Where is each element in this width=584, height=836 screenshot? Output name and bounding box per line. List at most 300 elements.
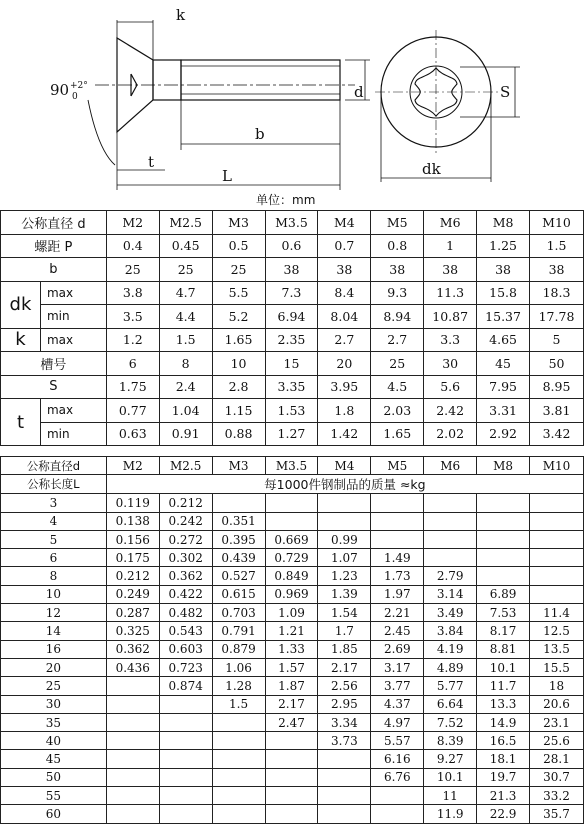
mass-cell: [424, 530, 477, 548]
table-row: [1, 713, 584, 731]
value-cell: 1.53: [265, 399, 318, 423]
mass-cell: 8.81: [477, 640, 530, 658]
value-cell: 1.65: [212, 328, 265, 352]
mass-cell: 0.351: [212, 512, 265, 530]
table-row: [1, 805, 584, 823]
value-cell: 1.8: [318, 399, 371, 423]
mass-cell: [212, 750, 265, 768]
mass-cell: 0.272: [159, 530, 212, 548]
t-min-row: [1, 422, 584, 446]
size-header: M2.5: [159, 211, 212, 235]
value-cell: 10.87: [424, 305, 477, 329]
mass-cell: [530, 494, 584, 512]
mass-cell: [212, 494, 265, 512]
t-max-row: [1, 399, 584, 423]
value-cell: 4.7: [159, 281, 212, 305]
value-cell: 5.5: [212, 281, 265, 305]
table-row: [1, 512, 584, 530]
angle-sub: 0: [72, 92, 78, 102]
mass-cell: 11.9: [424, 805, 477, 823]
value-cell: 3.95: [318, 375, 371, 399]
value-cell: 1.5: [159, 328, 212, 352]
mass-cell: 1.28: [212, 677, 265, 695]
mass-cell: [371, 805, 424, 823]
mass-cell: [159, 750, 212, 768]
mass-cell: 10.1: [477, 658, 530, 676]
mass-cell: 3.73: [318, 732, 371, 750]
mass-cell: 0.325: [106, 622, 159, 640]
mass-cell: 0.287: [106, 604, 159, 622]
mass-cell: [106, 732, 159, 750]
value-cell: 2.92: [477, 422, 530, 446]
mass-cell: [265, 512, 318, 530]
table-row: [1, 695, 584, 713]
mass-cell: 13.3: [477, 695, 530, 713]
mass-cell: [318, 494, 371, 512]
mass-cell: [159, 732, 212, 750]
length-cell: 25: [1, 677, 107, 695]
mass-cell: 7.53: [477, 604, 530, 622]
spec-table: [0, 210, 584, 446]
mass-cell: 0.138: [106, 512, 159, 530]
value-cell: 5: [530, 328, 584, 352]
mass-cell: [477, 494, 530, 512]
mass-cell: 0.436: [106, 658, 159, 676]
value-cell: 0.4: [106, 234, 159, 258]
mass-cell: [424, 512, 477, 530]
mass-cell: 4.19: [424, 640, 477, 658]
size-header: M5: [371, 211, 424, 235]
mass-cell: [318, 768, 371, 786]
value-cell: 1.65: [371, 422, 424, 446]
mass-cell: 4.37: [371, 695, 424, 713]
mass-cell: 11.4: [530, 604, 584, 622]
pitch-label: 螺距 P: [1, 234, 107, 258]
value-cell: 50: [530, 352, 584, 376]
value-cell: 1.25: [477, 234, 530, 258]
mass-cell: 3.84: [424, 622, 477, 640]
length-cell: 30: [1, 695, 107, 713]
mass-cell: 1.87: [265, 677, 318, 695]
value-cell: 11.3: [424, 281, 477, 305]
value-cell: 3.42: [530, 422, 584, 446]
table-row: [1, 732, 584, 750]
mass-cell: 6.89: [477, 585, 530, 603]
mass-cell: 0.249: [106, 585, 159, 603]
mass-cell: 18.1: [477, 750, 530, 768]
value-cell: 4.5: [371, 375, 424, 399]
mass-cell: 6.16: [371, 750, 424, 768]
table-row: [1, 604, 584, 622]
value-cell: 0.91: [159, 422, 212, 446]
mass-cell: 0.422: [159, 585, 212, 603]
value-cell: 15.37: [477, 305, 530, 329]
value-cell: 8.4: [318, 281, 371, 305]
size-header: M10: [530, 457, 584, 475]
value-cell: 15: [265, 352, 318, 376]
screw-drawing: [0, 0, 584, 212]
mass-cell: 0.119: [106, 494, 159, 512]
mass-cell: [265, 768, 318, 786]
mass-cell: 4.97: [371, 713, 424, 731]
value-cell: 2.02: [424, 422, 477, 446]
mass-cell: 0.156: [106, 530, 159, 548]
value-cell: 6.94: [265, 305, 318, 329]
value-cell: 8: [159, 352, 212, 376]
table-row: [1, 640, 584, 658]
size-header: M5: [371, 457, 424, 475]
mass-cell: 0.969: [265, 585, 318, 603]
length-cell: 5: [1, 530, 107, 548]
mass-cell: [371, 787, 424, 805]
value-cell: 45: [477, 352, 530, 376]
mass-cell: 15.5: [530, 658, 584, 676]
mass-cell: [371, 494, 424, 512]
value-cell: 8.04: [318, 305, 371, 329]
mass-cell: 19.7: [477, 768, 530, 786]
mass-header-row: [1, 457, 584, 475]
value-cell: 38: [265, 258, 318, 282]
b-row: [1, 258, 584, 282]
mass-cell: 11: [424, 787, 477, 805]
mass-cell: 33.2: [530, 787, 584, 805]
mass-cell: 6.64: [424, 695, 477, 713]
mass-cell: 6.76: [371, 768, 424, 786]
angle-sup: +2°: [70, 81, 88, 91]
mass-cell: 1.09: [265, 604, 318, 622]
mass-cell: 0.729: [265, 549, 318, 567]
k-max-label: max: [40, 328, 106, 352]
dk-max-row: [1, 281, 584, 305]
size-header: M4: [318, 211, 371, 235]
mass-cell: [477, 530, 530, 548]
value-cell: 1.15: [212, 399, 265, 423]
value-cell: 1.42: [318, 422, 371, 446]
table-row: [1, 677, 584, 695]
mass-cell: [265, 787, 318, 805]
value-cell: 1: [424, 234, 477, 258]
value-cell: 25: [159, 258, 212, 282]
mass-cell: 3.77: [371, 677, 424, 695]
mass-cell: [477, 549, 530, 567]
b-label: b: [1, 258, 107, 282]
mass-cell: 0.362: [106, 640, 159, 658]
size-header: M3.5: [265, 457, 318, 475]
mass-cell: [159, 787, 212, 805]
mass-cell: 3.17: [371, 658, 424, 676]
value-cell: 38: [424, 258, 477, 282]
mass-cell: 0.874: [159, 677, 212, 695]
mass-cell: [530, 567, 584, 585]
length-cell: 10: [1, 585, 107, 603]
slot-row: [1, 352, 584, 376]
mass-cell: 1.21: [265, 622, 318, 640]
mass-note: 每1000件钢制品的质量 ≈kg: [106, 475, 583, 494]
value-cell: 38: [530, 258, 584, 282]
pitch-row: [1, 234, 584, 258]
value-cell: 2.4: [159, 375, 212, 399]
length-cell: 12: [1, 604, 107, 622]
size-header: M3: [212, 211, 265, 235]
mass-cell: 18: [530, 677, 584, 695]
mass-cell: 16.5: [477, 732, 530, 750]
screw-neck: [153, 60, 181, 100]
mass-cell: 11.7: [477, 677, 530, 695]
mass-cell: 1.97: [371, 585, 424, 603]
mass-cell: [318, 787, 371, 805]
value-cell: 15.8: [477, 281, 530, 305]
value-cell: 30: [424, 352, 477, 376]
mass-cell: [106, 750, 159, 768]
mass-cell: 1.85: [318, 640, 371, 658]
mass-cell: 8.39: [424, 732, 477, 750]
mass-cell: 2.47: [265, 713, 318, 731]
value-cell: 4.4: [159, 305, 212, 329]
label-k: k: [176, 6, 186, 24]
mass-cell: [265, 750, 318, 768]
mass-cell: [424, 549, 477, 567]
mass-cell: 10.1: [424, 768, 477, 786]
table-row: [1, 622, 584, 640]
mass-cell: 0.99: [318, 530, 371, 548]
mass-cell: [212, 732, 265, 750]
mass-cell: 3.14: [424, 585, 477, 603]
mass-cell: 1.7: [318, 622, 371, 640]
mass-cell: 14.9: [477, 713, 530, 731]
length-cell: 40: [1, 732, 107, 750]
mass-cell: 0.703: [212, 604, 265, 622]
length-cell: 20: [1, 658, 107, 676]
value-cell: 1.75: [106, 375, 159, 399]
dk-label: dk: [1, 281, 41, 328]
value-cell: 0.8: [371, 234, 424, 258]
mass-cell: [212, 805, 265, 823]
mass-cell: 5.57: [371, 732, 424, 750]
value-cell: 25: [371, 352, 424, 376]
value-cell: 3.35: [265, 375, 318, 399]
mass-cell: 0.879: [212, 640, 265, 658]
mass-cell: [477, 512, 530, 530]
t-label: t: [1, 399, 41, 446]
mass-cell: 0.849: [265, 567, 318, 585]
mass-cell: [106, 713, 159, 731]
length-cell: 16: [1, 640, 107, 658]
unit-caption: 单位：mm: [256, 193, 316, 207]
value-cell: 3.31: [477, 399, 530, 423]
size-header: M10: [530, 211, 584, 235]
mass-cell: 0.669: [265, 530, 318, 548]
mass-cell: [159, 768, 212, 786]
value-cell: 1.5: [530, 234, 584, 258]
value-cell: 7.95: [477, 375, 530, 399]
mass-cell: [159, 713, 212, 731]
value-cell: 7.3: [265, 281, 318, 305]
s-label: S: [1, 375, 107, 399]
label-t: t: [148, 153, 155, 171]
mass-cell: [318, 805, 371, 823]
mass-cell: [106, 805, 159, 823]
value-cell: 25: [212, 258, 265, 282]
value-cell: 0.77: [106, 399, 159, 423]
value-cell: 25: [106, 258, 159, 282]
mass-cell: 0.362: [159, 567, 212, 585]
mass-cell: [106, 787, 159, 805]
table-row: [1, 658, 584, 676]
mass-cell: 0.603: [159, 640, 212, 658]
length-cell: 55: [1, 787, 107, 805]
mass-cell: 0.302: [159, 549, 212, 567]
length-cell: 6: [1, 549, 107, 567]
value-cell: 2.35: [265, 328, 318, 352]
mass-cell: 8.17: [477, 622, 530, 640]
mass-cell: 0.242: [159, 512, 212, 530]
mass-cell: 0.175: [106, 549, 159, 567]
mass-cell: [265, 805, 318, 823]
mass-cell: 1.39: [318, 585, 371, 603]
mass-cell: [318, 750, 371, 768]
header-label: 公称直径 d: [1, 211, 107, 235]
angle-label: 90: [50, 81, 70, 99]
mass-cell: 25.6: [530, 732, 584, 750]
mass-cell: 1.57: [265, 658, 318, 676]
length-cell: 60: [1, 805, 107, 823]
mass-cell: [106, 677, 159, 695]
mass-cell: [530, 585, 584, 603]
value-cell: 1.27: [265, 422, 318, 446]
value-cell: 38: [318, 258, 371, 282]
length-cell: 4: [1, 512, 107, 530]
value-cell: 3.5: [106, 305, 159, 329]
mass-cell: 3.34: [318, 713, 371, 731]
mass-cell: [424, 494, 477, 512]
label-L: L: [222, 167, 232, 185]
length-cell: 14: [1, 622, 107, 640]
mass-cell: 0.395: [212, 530, 265, 548]
value-cell: 38: [477, 258, 530, 282]
mass-cell: 2.79: [424, 567, 477, 585]
mass-cell: 0.212: [159, 494, 212, 512]
value-cell: 20: [318, 352, 371, 376]
size-header: M8: [477, 457, 530, 475]
size-header: M2: [106, 211, 159, 235]
mass-cell: 2.17: [318, 658, 371, 676]
size-header: M2.5: [159, 457, 212, 475]
mass-cell: [530, 512, 584, 530]
mass-note-row: [1, 475, 584, 494]
mass-cell: 20.6: [530, 695, 584, 713]
mass-cell: [265, 494, 318, 512]
mass-cell: 35.7: [530, 805, 584, 823]
value-cell: 2.03: [371, 399, 424, 423]
value-cell: 0.6: [265, 234, 318, 258]
mass-cell: 1.06: [212, 658, 265, 676]
size-header: M3.5: [265, 211, 318, 235]
mass-cell: [530, 530, 584, 548]
value-cell: 3.3: [424, 328, 477, 352]
mass-cell: [106, 695, 159, 713]
mass-cell: 2.17: [265, 695, 318, 713]
length-cell: 8: [1, 567, 107, 585]
value-cell: 8.95: [530, 375, 584, 399]
mass-cell: [318, 512, 371, 530]
value-cell: 0.63: [106, 422, 159, 446]
value-cell: 0.5: [212, 234, 265, 258]
value-cell: 5.2: [212, 305, 265, 329]
mass-cell: 13.5: [530, 640, 584, 658]
mass-cell: [371, 530, 424, 548]
mass-cell: 3.49: [424, 604, 477, 622]
mass-cell: 2.95: [318, 695, 371, 713]
table-row: [1, 567, 584, 585]
slot-label: 槽号: [1, 352, 107, 376]
mass-cell: 0.527: [212, 567, 265, 585]
mass-cell: 1.73: [371, 567, 424, 585]
s-row: [1, 375, 584, 399]
value-cell: 2.8: [212, 375, 265, 399]
mass-cell: [212, 768, 265, 786]
label-b: b: [255, 125, 265, 143]
size-header: M3: [212, 457, 265, 475]
mass-cell: 0.543: [159, 622, 212, 640]
mass-cell: 30.7: [530, 768, 584, 786]
length-cell: 3: [1, 494, 107, 512]
value-cell: 1.04: [159, 399, 212, 423]
value-cell: 6: [106, 352, 159, 376]
value-cell: 2.7: [371, 328, 424, 352]
mass-cell: 1.54: [318, 604, 371, 622]
value-cell: 5.6: [424, 375, 477, 399]
mass-cell: 1.49: [371, 549, 424, 567]
table-row: [1, 530, 584, 548]
size-header: M8: [477, 211, 530, 235]
mass-cell: [212, 787, 265, 805]
value-cell: 4.65: [477, 328, 530, 352]
value-cell: 17.78: [530, 305, 584, 329]
value-cell: 0.7: [318, 234, 371, 258]
mass-cell: [212, 713, 265, 731]
mass-table: [0, 456, 584, 824]
size-header: M6: [424, 211, 477, 235]
header-row: [1, 211, 584, 235]
mass-cell: 21.3: [477, 787, 530, 805]
mass-cell: [477, 567, 530, 585]
mass-cell: 7.52: [424, 713, 477, 731]
table-row: [1, 549, 584, 567]
mass-cell: 12.5: [530, 622, 584, 640]
table-row: [1, 787, 584, 805]
mass-cell: [159, 695, 212, 713]
mass-cell: 0.212: [106, 567, 159, 585]
length-label: 公称长度L: [1, 475, 107, 494]
value-cell: 2.42: [424, 399, 477, 423]
value-cell: 8.94: [371, 305, 424, 329]
value-cell: 0.45: [159, 234, 212, 258]
size-header: M6: [424, 457, 477, 475]
mass-cell: 23.1: [530, 713, 584, 731]
mass-cell: 0.439: [212, 549, 265, 567]
mass-cell: 9.27: [424, 750, 477, 768]
mass-cell: 2.69: [371, 640, 424, 658]
mass-cell: 2.45: [371, 622, 424, 640]
angle-arc: [88, 100, 115, 165]
value-cell: 10: [212, 352, 265, 376]
dk-min-label: min: [40, 305, 106, 329]
size-header: M4: [318, 457, 371, 475]
k-label: k: [1, 328, 41, 352]
mass-cell: 1.33: [265, 640, 318, 658]
mass-cell: [159, 805, 212, 823]
length-cell: 45: [1, 750, 107, 768]
